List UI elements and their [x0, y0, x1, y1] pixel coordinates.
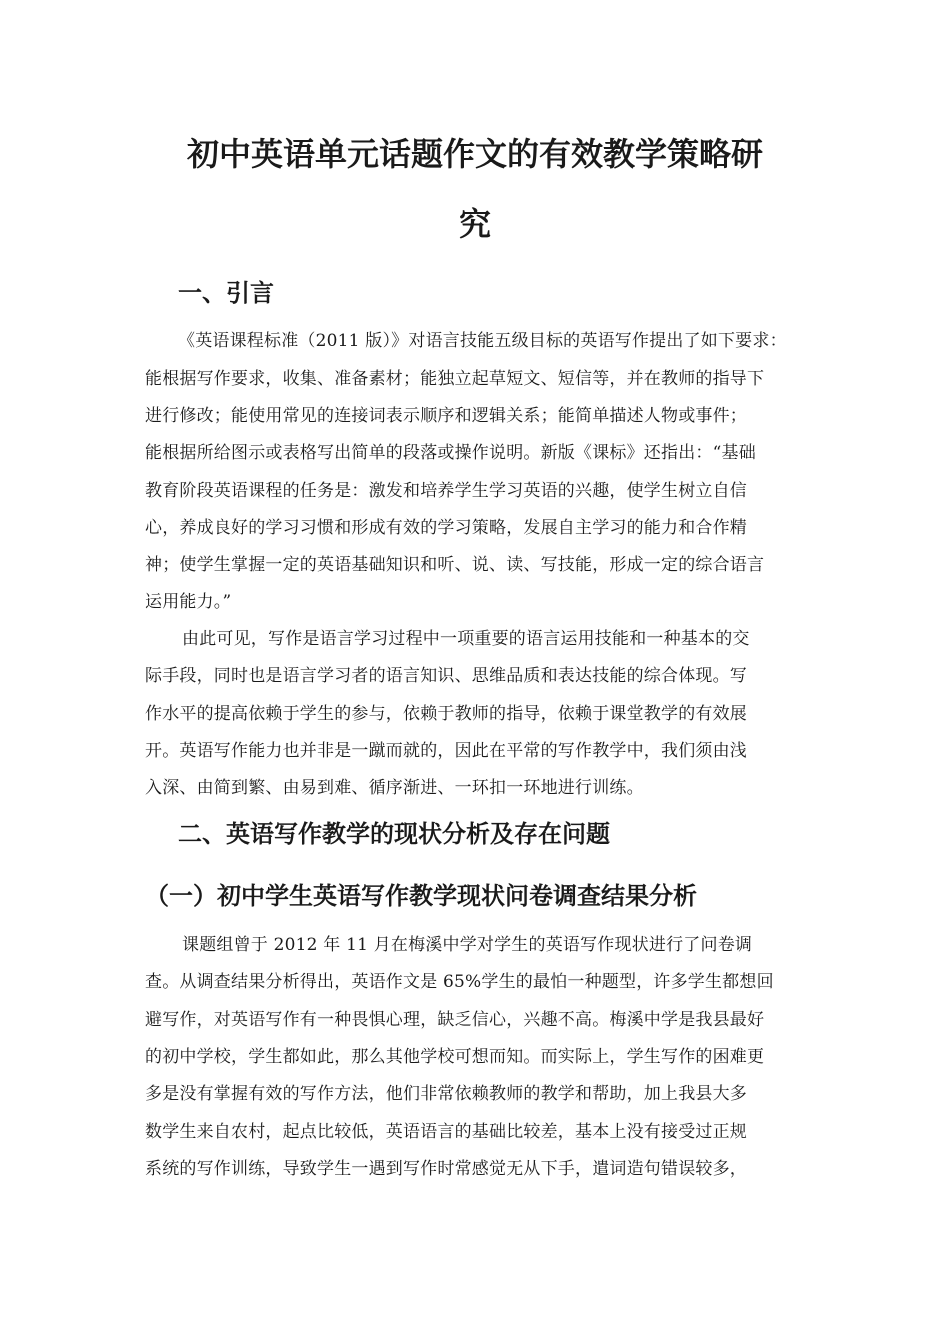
section-heading-status-analysis: 二、英语写作教学的现状分析及存在问题: [178, 820, 610, 848]
paragraph-line: 由此可见，写作是语言学习过程中一项重要的语言运用技能和一种基本的交: [182, 629, 750, 649]
paragraph-line: 进行修改；能使用常见的连接词表示顺序和逻辑关系；能简单描述人物或事件；: [145, 406, 747, 426]
paragraph-line: 教育阶段英语课程的任务是：激发和培养学生学习英语的兴趣，使学生树立自信: [145, 481, 747, 501]
document-title-line-2: 究: [458, 205, 491, 243]
paragraph-line: 神；使学生掌握一定的英语基础知识和听、说、读、写技能，形成一定的综合语言: [145, 555, 765, 575]
paragraph-line: 作水平的提高依赖于学生的参与，依赖于教师的指导，依赖于课堂教学的有效展: [145, 704, 747, 724]
paragraph-line: 入深、由简到繁、由易到难、循序渐进、一环扣一环地进行训练。: [145, 778, 644, 798]
paragraph-line: 的初中学校，学生都如此，那么其他学校可想而知。而实际上，学生写作的困难更: [145, 1047, 765, 1067]
section-heading-introduction: 一、引言: [178, 279, 274, 307]
paragraph-line: 数学生来自农村，起点比较低，英语语言的基础比较差，基本上没有接受过正规: [145, 1122, 747, 1142]
paragraph-line: 《英语课程标准（2011 版）》对语言技能五级目标的英语写作提出了如下要求：: [178, 331, 787, 351]
paragraph-line: 能根据所给图示或表格写出简单的段落或操作说明。新版《课标》还指出：“基础: [145, 443, 756, 463]
paragraph-line: 课题组曾于 2012 年 11 月在梅溪中学对学生的英语写作现状进行了问卷调: [182, 935, 753, 955]
paragraph-line: 避写作，对英语写作有一种畏惧心理，缺乏信心，兴趣不高。梅溪中学是我县最好: [145, 1010, 765, 1030]
paragraph-line: 查。从调查结果分析得出，英语作文是 65%学生的最怕一种题型，许多学生都想回: [145, 972, 774, 992]
paragraph-line: 运用能力。”: [145, 592, 232, 612]
paragraph-line: 能根据写作要求，收集、准备素材；能独立起草短文、短信等，并在教师的指导下: [145, 369, 765, 389]
document-title-line-1: 初中英语单元话题作文的有效教学策略研: [186, 135, 763, 173]
paragraph-line: 心，养成良好的学习习惯和形成有效的学习策略，发展自主学习的能力和合作精: [145, 518, 747, 538]
paragraph-line: 开。英语写作能力也并非是一蹴而就的，因此在平常的写作教学中，我们须由浅: [145, 741, 747, 761]
subsection-heading-survey: （一）初中学生英语写作教学现状问卷调查结果分析: [145, 882, 697, 910]
paragraph-line: 际手段，同时也是语言学习者的语言知识、思维品质和表达技能的综合体现。写: [145, 666, 747, 686]
paragraph-line: 多是没有掌握有效的写作方法，他们非常依赖教师的教学和帮助，加上我县大多: [145, 1084, 747, 1104]
paragraph-line: 系统的写作训练，导致学生一遇到写作时常感觉无从下手，遣词造句错误较多，: [145, 1159, 747, 1179]
